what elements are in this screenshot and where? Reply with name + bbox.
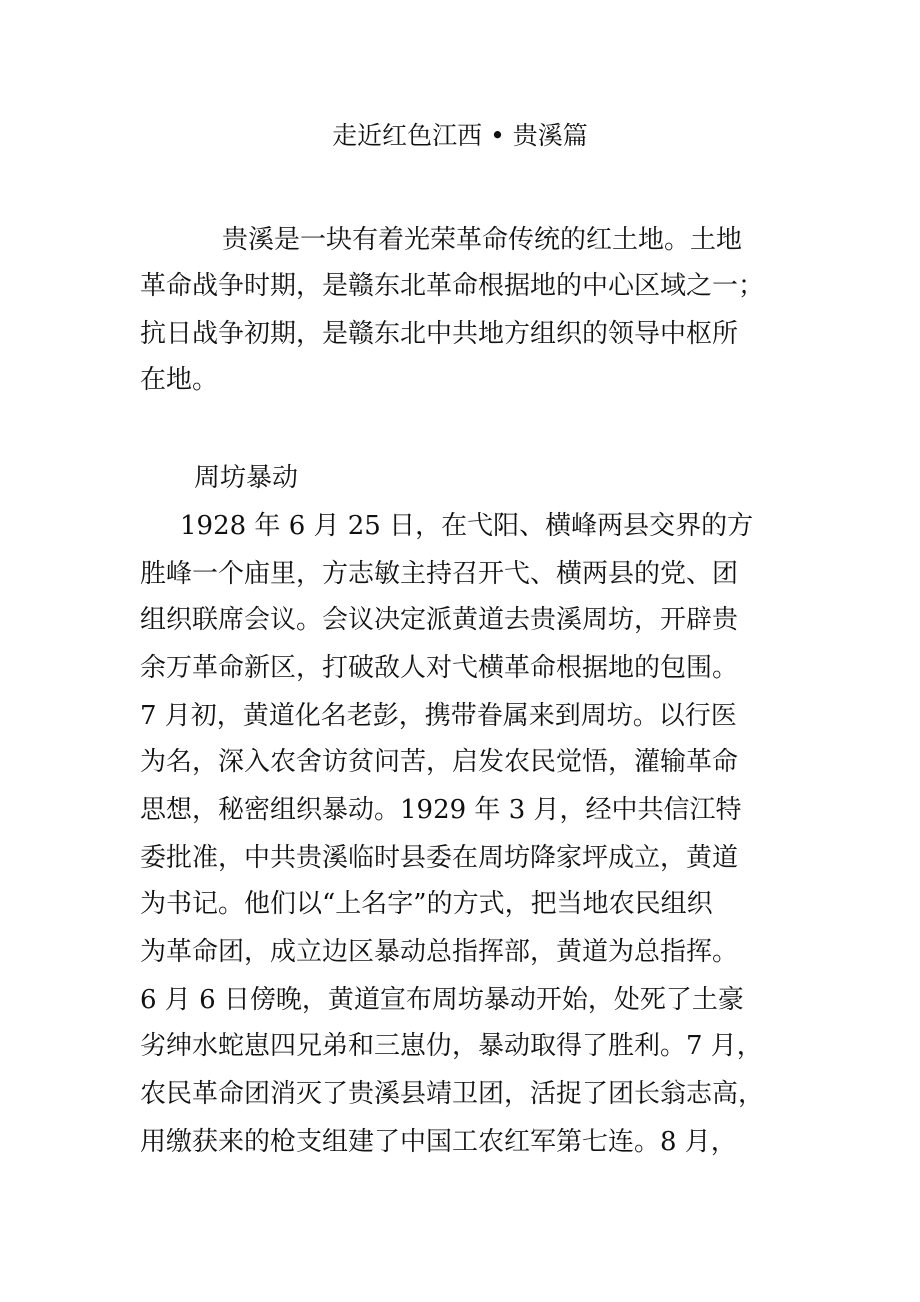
body-line: 组织联席会议。会议决定派黄道去贵溪周坊，开辟贵 (140, 605, 739, 635)
intro-line: 抗日战争初期，是赣东北中共地方组织的领导中枢所 (140, 319, 739, 349)
body-line: 思想，秘密组织暴动。1929 年 3 月，经中共信江特 (140, 795, 742, 825)
body-line: 为书记。他们以“上名字”的方式，把当地农民组织 (140, 889, 713, 919)
intro-line: 在地。 (140, 365, 219, 395)
body-line: 7 月初，黄道化名老彭，携带眷属来到周坊。以行医 (140, 701, 737, 731)
body-line: 余万革命新区，打破敌人对弋横革命根据地的包围。 (140, 653, 739, 683)
body-line: 委批准，中共贵溪临时县委在周坊降家坪成立，黄道 (140, 843, 739, 873)
body-line: 农民革命团消灭了贵溪县靖卫团，活捉了团长翁志高， (140, 1079, 765, 1109)
intro-line: 贵溪是一块有着光荣革命传统的红土地。土地 (222, 225, 743, 255)
section-heading: 周坊暴动 (194, 463, 299, 493)
body-line: 用缴获来的枪支组建了中国工农红军第七连。8 月， (140, 1127, 737, 1157)
body-line: 劣绅水蛇崽四兄弟和三崽仂，暴动取得了胜利。7 月， (140, 1031, 763, 1061)
body-line: 为名，深入农舍访贫问苦，启发农民觉悟，灌输革命 (140, 747, 739, 777)
body-line: 为革命团，成立边区暴动总指挥部，黄道为总指挥。 (140, 937, 739, 967)
intro-line: 革命战争时期，是赣东北革命根据地的中心区域之一； (140, 271, 765, 301)
body-line: 1928 年 6 月 25 日，在弋阳、横峰两县交界的方 (180, 511, 754, 541)
document-title: 走近红色江西 • 贵溪篇 (332, 121, 588, 150)
body-line: 胜峰一个庙里，方志敏主持召开弋、横两县的党、团 (140, 559, 739, 589)
body-line: 6 月 6 日傍晚，黄道宣布周坊暴动开始，处死了土豪 (140, 985, 744, 1015)
